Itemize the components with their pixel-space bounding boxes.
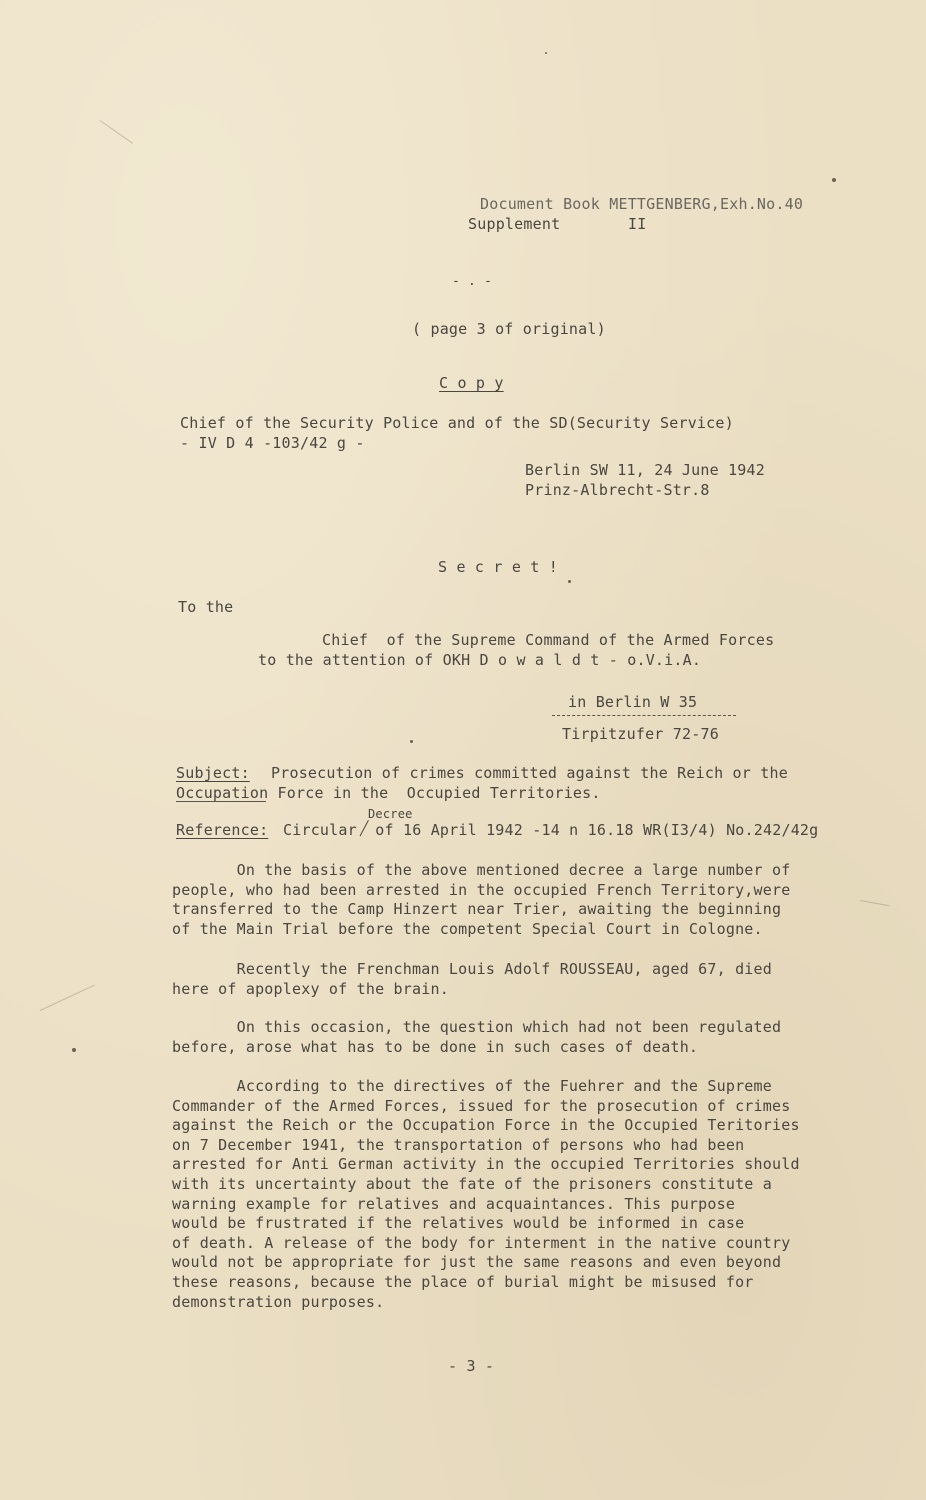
paper-scratch	[100, 120, 133, 144]
body-paragraph-1	[172, 861, 832, 939]
paragraph-line: On this occasion, the question which had not been regulated	[172, 1018, 782, 1036]
paragraph-line: here of apoplexy of the brain.	[172, 979, 449, 998]
paper-speck	[410, 740, 413, 743]
paper-speck	[545, 52, 547, 54]
street-address: Prinz-Albrecht-Str.8	[525, 481, 710, 499]
city-underline	[552, 715, 736, 716]
place-date: Berlin SW 11, 24 June 1942	[525, 461, 765, 479]
paragraph-line: Recently the Frenchman Louis Adolf ROUSSEAU, aged 67, died	[172, 960, 772, 978]
subject-line-1: Prosecution of crimes committed against the Reich or the	[271, 764, 788, 782]
body-paragraph-2	[172, 960, 832, 999]
addressee-line-1: Chief of the Supreme Command of the Armed Forces	[322, 631, 775, 649]
reference-label: Reference:	[176, 821, 269, 839]
paragraph-line: Commander of the Armed Forces, issued for the prosecution of crimes	[172, 1096, 791, 1115]
reference-inserted-word: Decree	[368, 807, 413, 821]
paragraph-line: demonstration purposes.	[172, 1292, 385, 1311]
paragraph-line: before, arose what has to be done in such cases of death.	[172, 1037, 699, 1056]
paragraph-line: would not be appropriate for just the same reasons and even beyond	[172, 1253, 782, 1272]
subject-line-2: Occupation Force in the Occupied Territories.	[176, 784, 601, 802]
copy-heading: C o p y	[439, 374, 504, 392]
paper-scratch	[860, 900, 890, 906]
paragraph-line: against the Reich or the Occupation Force in the Occupied Teritories	[172, 1116, 800, 1135]
page-mark: - . -	[452, 274, 493, 289]
addressee-line-2: to the attention of OKH D o w a l d t - o.V.i.A.	[258, 651, 702, 669]
addressee-city: in Berlin W 35	[568, 693, 698, 711]
paragraph-line: people, who had been arrested in the occupied French Territory,were	[172, 880, 791, 899]
addressee-street: Tirpitzufer 72-76	[562, 725, 719, 743]
supplement-number: II	[628, 215, 647, 233]
body-paragraph-3	[172, 1018, 832, 1057]
subject-label: Subject:	[176, 764, 250, 782]
paragraph-line: on 7 December 1941, the transportation of persons who had been	[172, 1135, 745, 1154]
sender-file-number: - IV D 4 -103/42 g -	[180, 434, 365, 452]
classification-secret: S e c r e t !	[438, 558, 558, 576]
paragraph-line: with its uncertainty about the fate of the prisoners constitute a	[172, 1174, 772, 1193]
body-paragraph-4	[172, 1077, 832, 1312]
supplement-label: Supplement	[468, 215, 561, 233]
sender-line-1: Chief of the Security Police and of the SD(Security Service)	[180, 414, 734, 432]
paper-speck	[72, 1048, 76, 1052]
paragraph-line: these reasons, because the place of burial might be misused for	[172, 1272, 754, 1291]
paragraph-line: According to the directives of the Fuehrer and the Supreme	[172, 1077, 772, 1095]
paragraph-line: of death. A release of the body for interment in the native country	[172, 1233, 791, 1252]
paragraph-line: arrested for Anti German activity in the occupied Territories should	[172, 1155, 800, 1174]
paragraph-line: would be frustrated if the relatives would be informed in case	[172, 1214, 745, 1233]
page-number: - 3 -	[448, 1357, 495, 1375]
paragraph-line: transferred to the Camp Hinzert near Trier, awaiting the beginning	[172, 900, 782, 919]
paper-speck	[568, 580, 571, 583]
paper-scratch	[40, 985, 95, 1011]
paper-speck	[832, 178, 836, 182]
document-book-reference: Document Book METTGENBERG,Exh.No.40	[480, 195, 804, 213]
paragraph-line: of the Main Trial before the competent Special Court in Cologne.	[172, 919, 763, 938]
reference-text: Circular of 16 April 1942 -14 n 16.18 WR(I3/4) No.242/42g	[283, 821, 819, 839]
subject-line-2-underline	[176, 801, 266, 802]
paragraph-line: On the basis of the above mentioned decree a large number of	[172, 861, 791, 879]
paragraph-line: warning example for relatives and acquaintances. This purpose	[172, 1194, 736, 1213]
page-of-original: ( page 3 of original)	[412, 320, 606, 338]
addressee-to: To the	[178, 598, 234, 616]
